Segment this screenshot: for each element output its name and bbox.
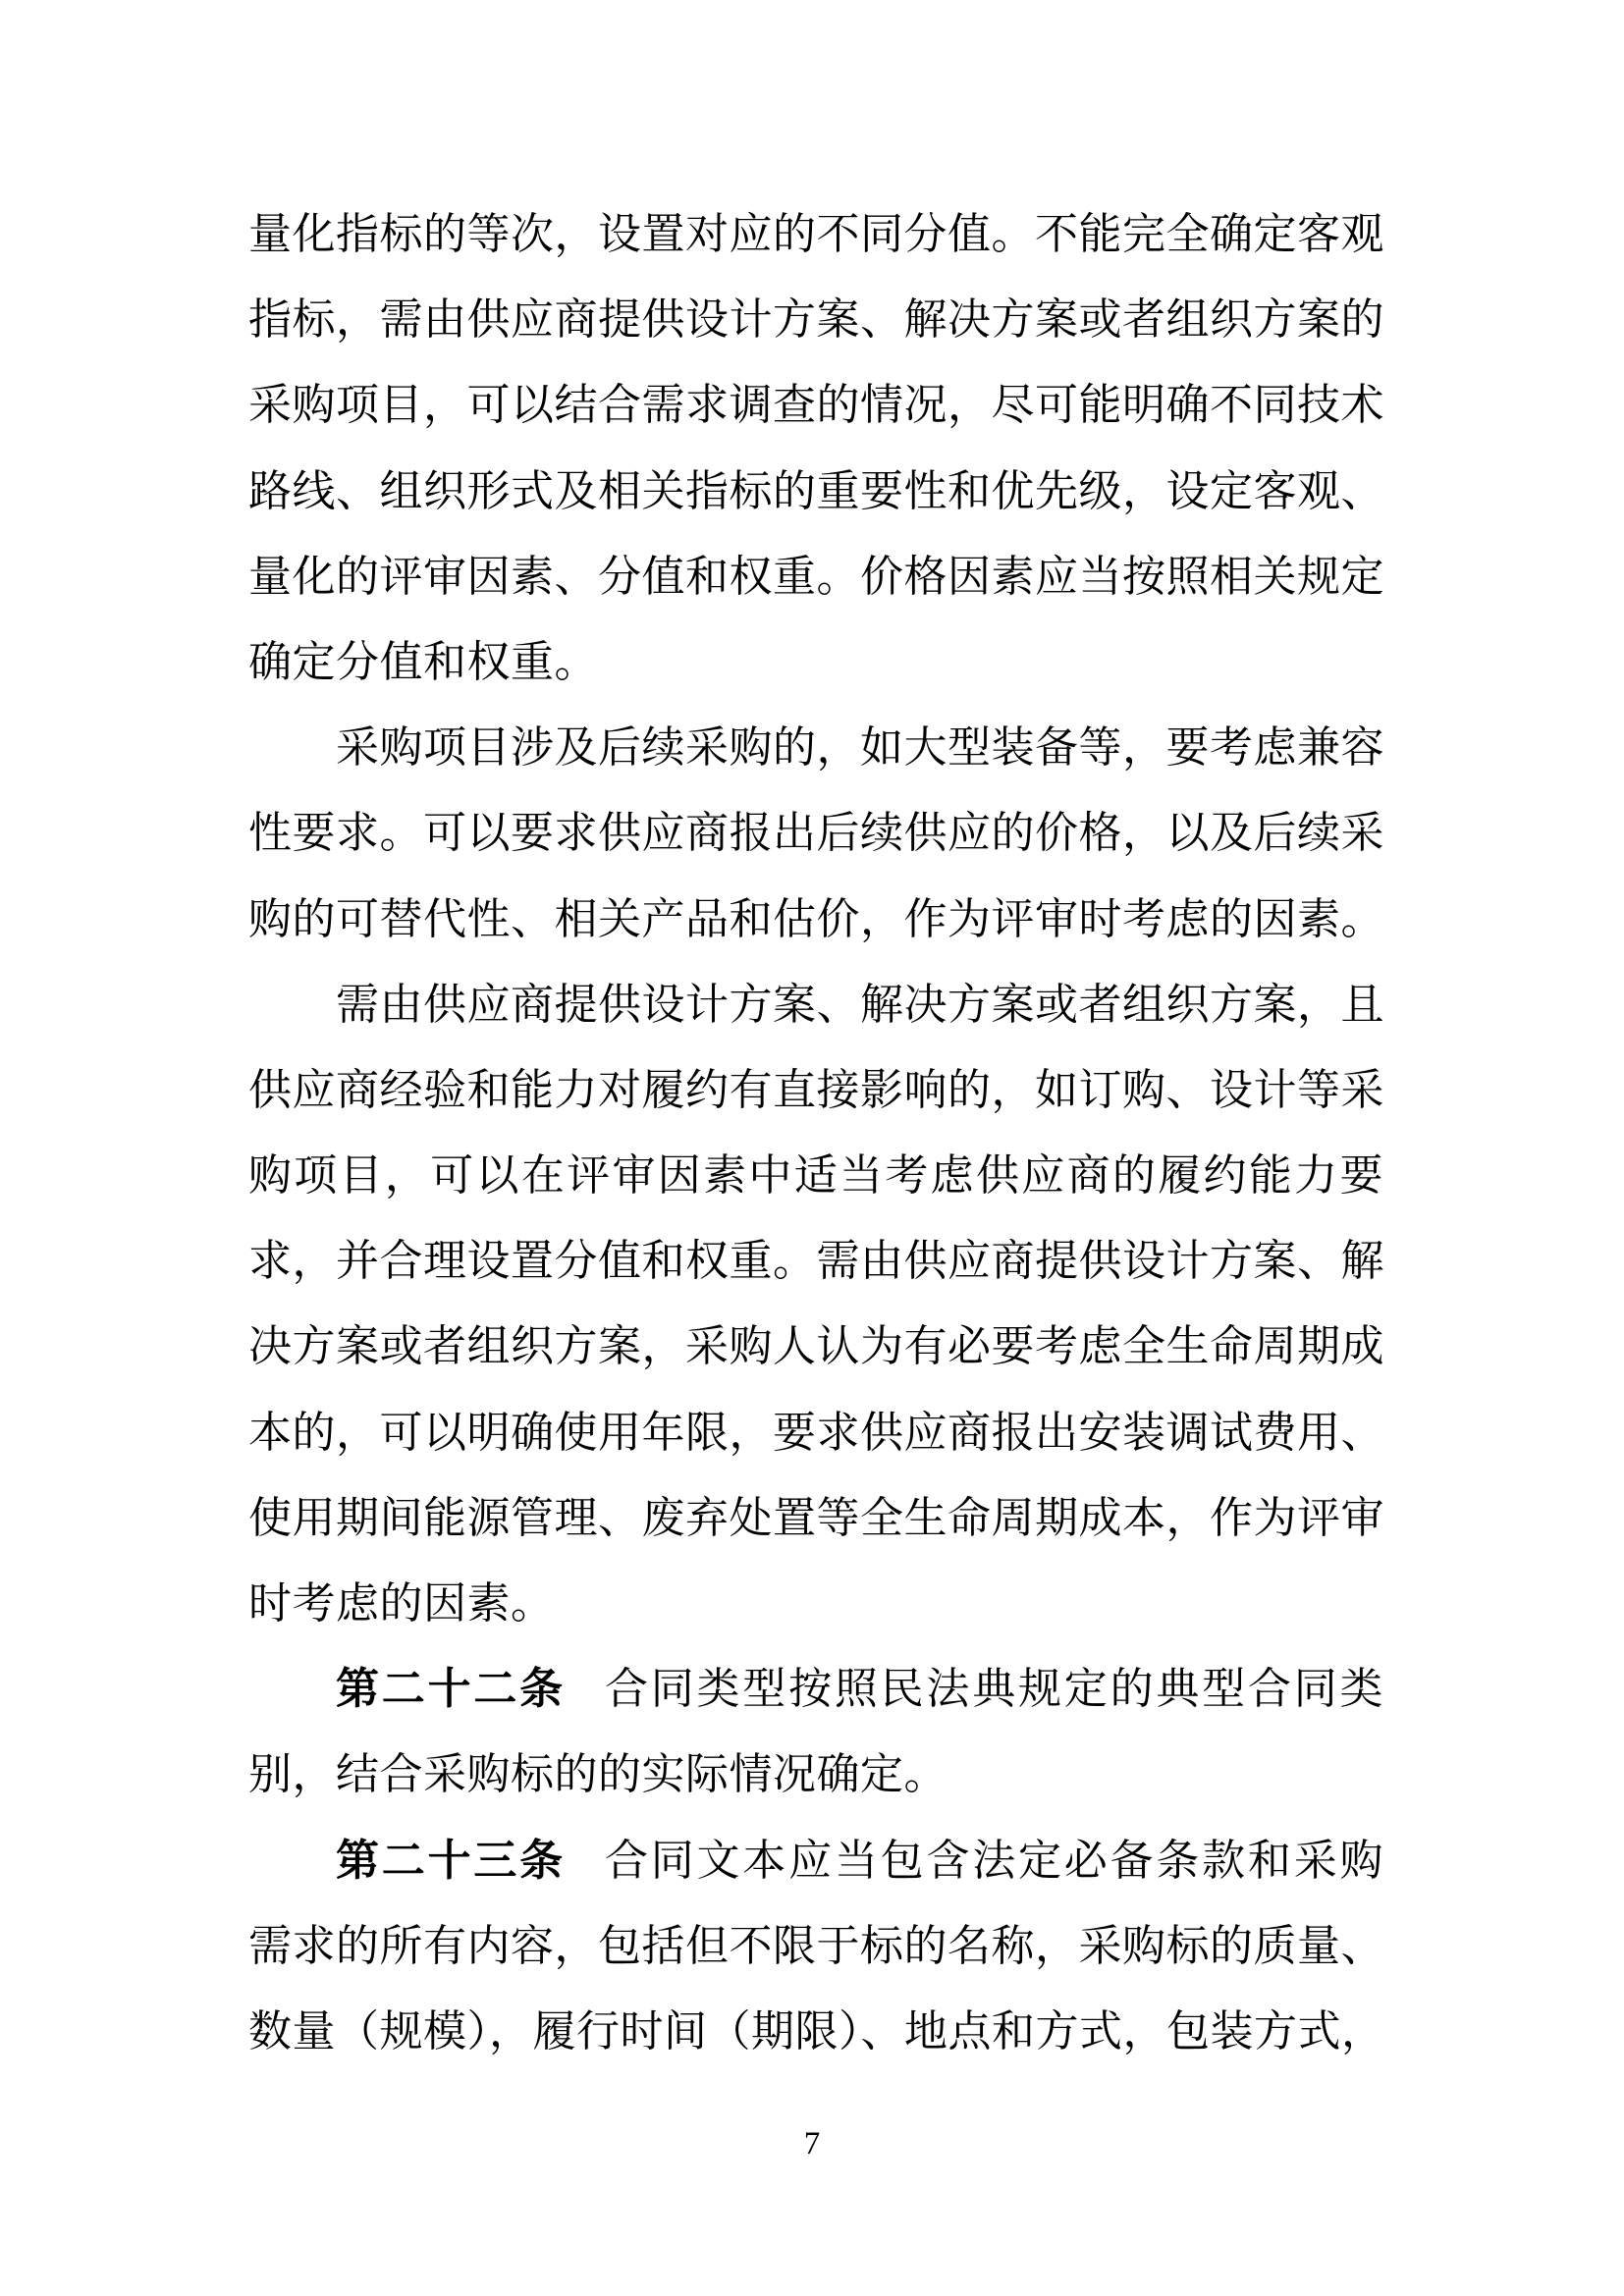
text-line: 需求的所有内容，包括但不限于标的名称，采购标的质量、 xyxy=(248,1921,1384,1970)
article-number: 第二十三条 xyxy=(336,1836,566,1885)
article-number: 第二十二条 xyxy=(336,1665,566,1714)
text-line: 采购项目涉及后续采购的，如大型装备等，要考虑兼容 xyxy=(336,723,1384,773)
line-text: 合同文本应当包含法定必备条款和采购 xyxy=(604,1836,1384,1885)
text-line: 量化指标的等次，设置对应的不同分值。不能完全确定客观 xyxy=(248,210,1384,258)
text-line: 购的可替代性、相关产品和估价，作为评审时考虑的因素。 xyxy=(248,894,1384,943)
text-line: 别，结合采购标的的实际情况确定。 xyxy=(248,1750,947,1799)
page-footer xyxy=(0,2120,1624,2167)
text-line: 本的，可以明确使用年限，要求供应商报出安装调试费用、 xyxy=(248,1408,1384,1457)
text-line: 求，并合理设置分值和权重。需由供应商提供设计方案、解 xyxy=(248,1237,1384,1286)
text-line xyxy=(248,1818,1383,1903)
text-line: 使用期间能源管理、废弃处置等全生命周期成本，作为评审 xyxy=(248,1493,1384,1542)
text-line: 供应商经验和能力对履约有直接影响的，如订购、设计等采 xyxy=(248,1065,1384,1114)
text-line: 确定分值和权重。 xyxy=(248,637,598,686)
text-line: 性要求。可以要求供应商报出后续供应的价格，以及后续采 xyxy=(248,809,1384,858)
text-line: 路线、组织形式及相关指标的重要性和优先级，设定客观、 xyxy=(248,466,1384,515)
text-line: 需由供应商提供设计方案、解决方案或者组织方案，且 xyxy=(336,980,1384,1029)
document-body xyxy=(248,191,1383,2074)
text-line: 采购项目，可以结合需求调查的情况，尽可能明确不同技术 xyxy=(248,381,1384,430)
text-line: 数量（规模），履行时间（期限）、地点和方式，包装方式， xyxy=(248,2006,1385,2056)
text-line xyxy=(248,1646,1383,1732)
text-line: 指标，需由供应商提供设计方案、解决方案或者组织方案的 xyxy=(248,295,1384,345)
text-line: 时考虑的因素。 xyxy=(248,1579,555,1628)
text-line: 决方案或者组织方案，采购人认为有必要考虑全生命周期成 xyxy=(248,1322,1384,1371)
text-line: 购项目，可以在评审因素中适当考虑供应商的履约能力要 xyxy=(248,1151,1383,1201)
page-number: 7 xyxy=(803,2126,821,2162)
line-text: 合同类型按照民法典规定的典型合同类 xyxy=(604,1665,1384,1714)
text-line: 量化的评审因素、分值和权重。价格因素应当按照相关规定 xyxy=(248,552,1384,601)
